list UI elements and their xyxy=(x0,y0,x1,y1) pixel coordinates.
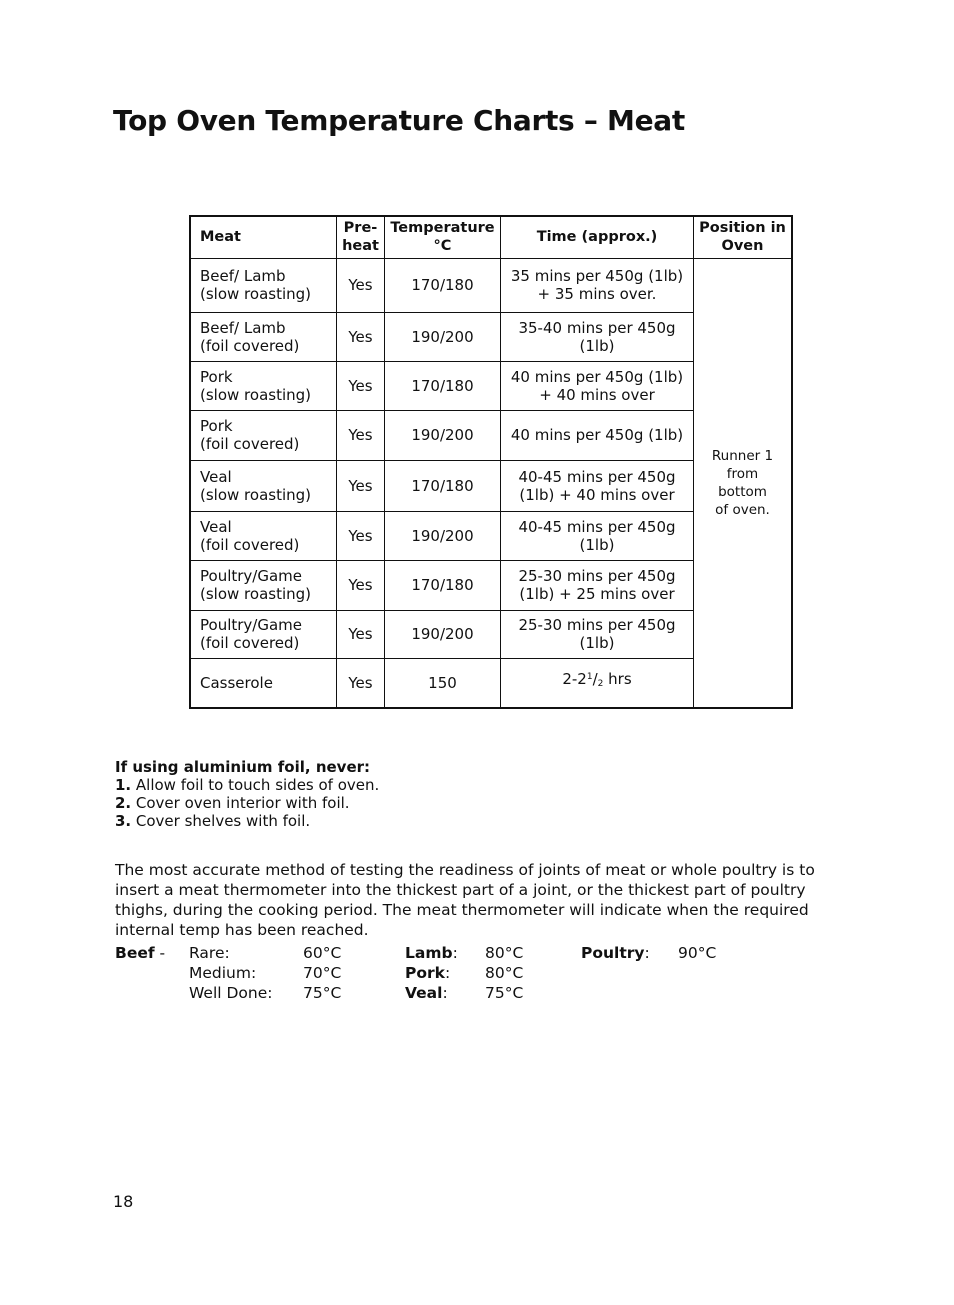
meat-cell: Pork (slow roasting) xyxy=(190,361,337,410)
temperature-cell: 170/180 xyxy=(385,361,501,410)
meat-cell: Poultry/Game (slow roasting) xyxy=(190,560,337,610)
header-position xyxy=(694,216,793,258)
header-temperature-line1: Temperature xyxy=(390,220,495,237)
meat-cell: Pork (foil covered) xyxy=(190,410,337,460)
time-cell: 40-45 mins per 450g (1lb) + 40 mins over xyxy=(501,460,694,511)
page-number: 18 xyxy=(113,1192,134,1211)
preheat-cell: Yes xyxy=(337,410,385,460)
header-preheat-line1: Pre- xyxy=(343,220,378,237)
preheat-cell: Yes xyxy=(337,560,385,610)
header-preheat xyxy=(337,216,385,258)
temperature-cell: 170/180 xyxy=(385,460,501,511)
page-title: Top Oven Temperature Charts – Meat xyxy=(113,104,685,137)
temperature-cell: 190/200 xyxy=(385,312,501,361)
position-cell: Runner 1 from bottom of oven. xyxy=(694,258,793,708)
meat-cell: Casserole xyxy=(190,658,337,708)
meat-cell: Beef/ Lamb (slow roasting) xyxy=(190,258,337,312)
list-item: 1. Allow foil to touch sides of oven. xyxy=(115,776,380,794)
poultry-temp: 90°C xyxy=(678,944,717,962)
time-cell: 25-30 mins per 450g (1lb) + 25 mins over xyxy=(501,560,694,610)
lamb-label: Lamb: xyxy=(405,944,458,962)
header-position-line1: Position in xyxy=(699,220,786,237)
notes-heading: If using aluminium foil, never: xyxy=(115,758,371,776)
lamb-temp: 80°C xyxy=(485,944,524,962)
preheat-cell: Yes xyxy=(337,361,385,410)
header-temperature-line2: °C xyxy=(433,238,452,255)
temperature-cell: 190/200 xyxy=(385,410,501,460)
beef-temp: 60°C xyxy=(303,944,342,962)
header-position-line2: Oven xyxy=(721,238,764,255)
table-row xyxy=(190,258,792,312)
time-cell: 40 mins per 450g (1lb) + 40 mins over xyxy=(501,361,694,410)
temperature-cell: 190/200 xyxy=(385,610,501,658)
beef-temp: 70°C xyxy=(303,964,342,982)
beef-level: Rare: xyxy=(189,944,230,962)
time-cell: 35 mins per 450g (1lb) + 35 mins over. xyxy=(501,258,694,312)
veal-label: Veal: xyxy=(405,984,448,1002)
time-cell: 40-45 mins per 450g (1lb) xyxy=(501,511,694,560)
time-cell: 40 mins per 450g (1lb) xyxy=(501,410,694,460)
header-meat: Meat xyxy=(190,216,337,258)
preheat-cell: Yes xyxy=(337,610,385,658)
preheat-cell: Yes xyxy=(337,511,385,560)
meat-cell: Veal (foil covered) xyxy=(190,511,337,560)
meat-temperature-table xyxy=(189,215,793,709)
table-header-row xyxy=(190,216,792,258)
header-preheat-line2: heat xyxy=(342,238,379,255)
pork-label: Pork: xyxy=(405,964,451,982)
meat-cell: Veal (slow roasting) xyxy=(190,460,337,511)
poultry-label: Poultry: xyxy=(581,944,650,962)
beef-label: Beef - xyxy=(115,944,166,962)
temperature-cell: 150 xyxy=(385,658,501,708)
preheat-cell: Yes xyxy=(337,258,385,312)
temperature-cell: 170/180 xyxy=(385,560,501,610)
temperature-cell: 170/180 xyxy=(385,258,501,312)
meat-cell: Poultry/Game (foil covered) xyxy=(190,610,337,658)
time-cell: $2-2^1/2$ hrs xyxy=(501,658,694,708)
header-temperature xyxy=(385,216,501,258)
preheat-cell: Yes xyxy=(337,460,385,511)
header-time: Time (approx.) xyxy=(501,216,694,258)
meat-cell: Beef/ Lamb (foil covered) xyxy=(190,312,337,361)
time-cell: 25-30 mins per 450g (1lb) xyxy=(501,610,694,658)
preheat-cell: Yes xyxy=(337,312,385,361)
preheat-cell: Yes xyxy=(337,658,385,708)
pork-temp: 80°C xyxy=(485,964,524,982)
beef-level: Well Done: xyxy=(189,984,273,1002)
time-cell: 35-40 mins per 450g (1lb) xyxy=(501,312,694,361)
temperature-cell: 190/200 xyxy=(385,511,501,560)
list-item: 3. Cover shelves with foil. xyxy=(115,812,311,830)
foil-warning-notes xyxy=(115,758,379,830)
beef-level: Medium: xyxy=(189,964,257,982)
beef-temp: 75°C xyxy=(303,984,342,1002)
veal-temp: 75°C xyxy=(485,984,524,1002)
list-item: 2. Cover oven interior with foil. xyxy=(115,794,350,812)
thermometer-paragraph: The most accurate method of testing the readiness of joints of meat or whole poultry is to insert a meat thermometer into the thickest part of a joint, or the thickest part of poultry thighs, during the cooking period. The meat thermometer will indicate when the required internal temp has been reached. xyxy=(115,861,815,939)
